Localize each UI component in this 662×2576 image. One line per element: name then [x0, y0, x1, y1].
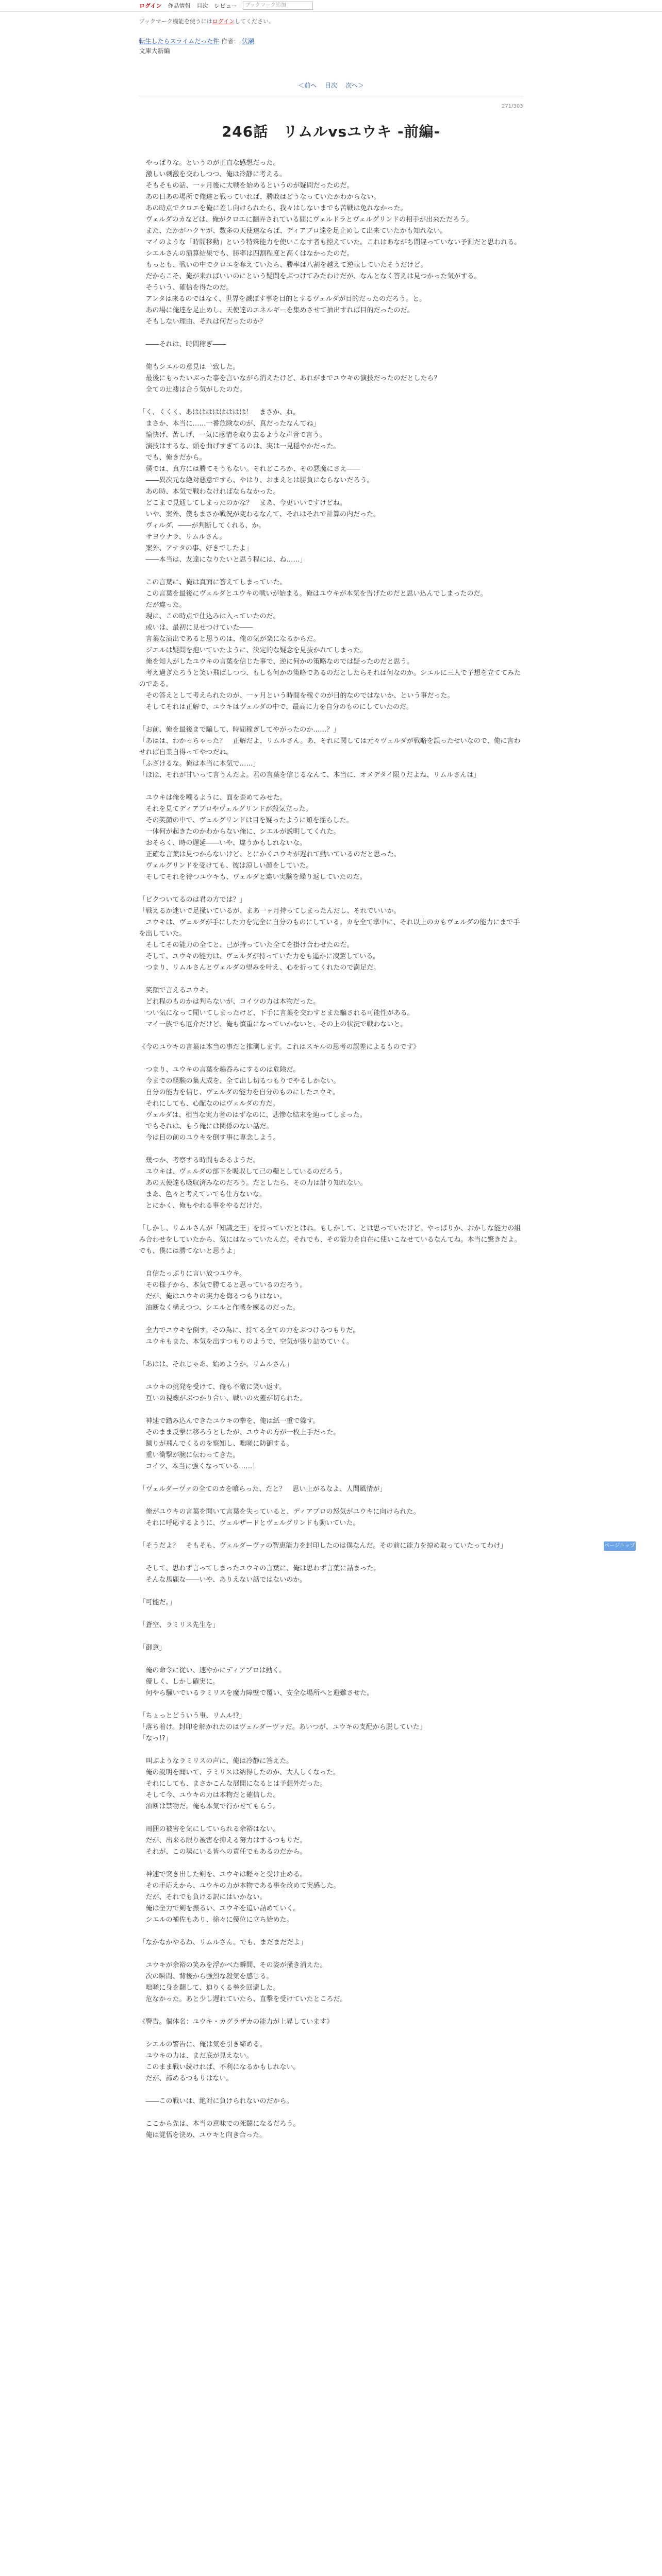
- body-paragraph: その様子から、本気で勝てると思っているのだろう。: [139, 1281, 307, 1289]
- body-paragraph: 今までの経験の集大成を、全て出し切るつもりでやるしかない。: [139, 1077, 340, 1085]
- body-paragraph: 「蒼空、ラミリス先生を」: [139, 1621, 220, 1629]
- body-paragraph: 叫ぶようなラミリスの声に、俺は冷静に答えた。: [139, 1757, 293, 1765]
- body-paragraph: 僕では、真方には勝てそうもない。それどころか、その悪魔にさえ――: [139, 465, 360, 473]
- body-paragraph: まさか、本当に……一番危険なのが、真だったなんてね」: [139, 420, 320, 428]
- body-paragraph: [139, 1529, 523, 1540]
- chapter-body: [139, 158, 523, 2141]
- body-paragraph: [139, 1030, 523, 1042]
- body-paragraph: 俺を知人がしたユウキの言葉を信じた事で、逆に何かの策略なのでは疑ったのだと思う。: [139, 658, 414, 666]
- body-paragraph: 重い衝撃が腕に伝わってきた。: [139, 1451, 240, 1459]
- body-paragraph: 考え過ぎたろうと笑い飛ばしつつ、もしも何かの策略であるのだとしたらそれは何なのか。シエルに三人で予想を立ててみたのである。: [139, 669, 521, 688]
- body-paragraph: 「なっ!?」: [139, 1735, 172, 1742]
- body-paragraph: 一体何が起きたのかわからない俺に、シエルが説明してくれた。: [139, 828, 340, 836]
- body-paragraph: [139, 328, 523, 339]
- body-paragraph: [139, 1552, 523, 1563]
- body-paragraph: それにしても、心配なのはヴェルダの方だ。: [139, 1100, 279, 1108]
- body-paragraph: 今は目の前のユウキを倒す事に専念しよう。: [139, 1134, 280, 1142]
- body-paragraph: 現に、この時点で仕込みは入っていたのだ。: [139, 613, 280, 620]
- body-paragraph: 「しかし、リムルさんが「知識之王」を持っていたとはね。もしかして、とは思っていたけど。やっぱりか、おかしな能力の組み合わせをしていたから、気にはなっていたんだ。それでも、その能力を自在に使いこなせているなんてね。本当に驚きだよ。でも、僕には勝てないと思うよ」: [139, 1225, 521, 1255]
- body-paragraph: もっとも、戦いの中でクロエを奪えていたら、勝率は八割を越えて逆転していたそうだけど。: [139, 261, 427, 269]
- chapter-pager: [139, 81, 523, 90]
- body-paragraph: 「あはは、それじゃあ、始めようか。リムルさん」: [139, 1361, 293, 1368]
- body-paragraph: [139, 1472, 523, 1484]
- body-paragraph: 激しい刺激を交わしつつ、俺は冷静に考える。: [139, 171, 286, 178]
- body-paragraph: つまり、リムルさんとヴェルダの望みを叶え、心を折ってくれたので満足だ。: [139, 964, 380, 972]
- body-paragraph: 俺の命令に従い、速やかにディアブロは動く。: [139, 1667, 286, 1674]
- body-paragraph: その笑顔の中で、ヴェルグリンドは目を疑ったように頬を揺らした。: [139, 817, 353, 824]
- body-paragraph: [139, 1212, 523, 1223]
- body-paragraph: [139, 1654, 523, 1665]
- body-paragraph: その手応えから、ユウキの力が本物である事を改めて実感した。: [139, 1882, 340, 1890]
- body-paragraph: そして今、ユウキの力は本物だと確信した。: [139, 1791, 280, 1799]
- body-paragraph: ユウキの挑発を受けて、俺も不敵に笑い返す。: [139, 1383, 286, 1391]
- body-paragraph: 神速で突き出した剣を、ユウキは軽々と受け止める。: [139, 1871, 307, 1878]
- body-paragraph: 自分の能力を信じ、ヴェルダの能力を自分のものにしたユウキ。: [139, 1089, 339, 1096]
- body-paragraph: そういう、確信を得たのだ。: [139, 284, 233, 292]
- body-paragraph: [139, 1858, 523, 1869]
- body-paragraph: [139, 1948, 523, 1960]
- nav-link-toc[interactable]: 目次: [196, 3, 208, 9]
- body-paragraph: [139, 1495, 523, 1506]
- body-paragraph: 「なかなかやるね、リムルさん。でも、まだまだだよ」: [139, 1939, 307, 1946]
- body-paragraph: あの時点でクロエを俺に差し向けられたら、我々はしないまでも苦戦は免れなかった。: [139, 205, 407, 212]
- body-paragraph: 優しく、しかし確実に。: [139, 1678, 220, 1686]
- body-paragraph: だが、出来る限り被害を抑える努力はするつもりだ。: [139, 1837, 307, 1844]
- body-paragraph: 油断は禁物だ。俺も本気で行かせてもらう。: [139, 1803, 280, 1810]
- body-paragraph: 蹴りが飛んでくるのを察知し、咄嗟に防御する。: [139, 1440, 293, 1448]
- body-paragraph: 「ビクついてるのは君の方では？」: [139, 896, 246, 904]
- body-paragraph: そんな馬鹿な――いや、ありえない話ではないのか。: [139, 1576, 307, 1584]
- notice-prefix: ブックマーク機能を使うには: [139, 18, 212, 25]
- body-paragraph: 幾つか、考察する時間もあるようだ。: [139, 1157, 260, 1164]
- body-paragraph: この言葉に、俺は真面に答えてしまっていた。: [139, 579, 287, 586]
- body-paragraph: 次の瞬間、背後から強烈な殺気を感じる。: [139, 1973, 273, 1980]
- bookmark-notice: [139, 17, 523, 25]
- body-paragraph: あの場に俺達を足止めし、天使達のエネルギーを集めさせて抽出すれば目的だったのだ。: [139, 307, 414, 314]
- body-paragraph: 或いは、最初に見せつけていた――: [139, 624, 253, 632]
- body-paragraph: [139, 1631, 523, 1642]
- body-paragraph: ユウキは、ヴェルダの部下を吸収して己の糧としているのだろう。: [139, 1168, 346, 1176]
- body-paragraph: 「戦えるか迷いで足掻いているが、まあ一ヶ月持ってしまったんだし、それでいいか。: [139, 907, 401, 915]
- body-paragraph: とにかく、俺もやれる事をやるだけだ。: [139, 1202, 267, 1210]
- body-paragraph: 案外、アナタの事、好きでしたよ」: [139, 545, 253, 552]
- body-paragraph: 「ヴェルダーヴァの全てのカを喰らった、だと？ 思い上がるなよ、人間風情が」: [139, 1485, 387, 1493]
- body-paragraph: 正確な言葉は見つからないけど、とにかくユウキが遅れて動いているのだと思った。: [139, 851, 401, 858]
- body-paragraph: 笑顔で言えるユウキ。: [139, 987, 212, 994]
- body-paragraph: 「ちょっとどういう事、リムル!?」: [139, 1712, 246, 1720]
- body-paragraph: シエルの警告に、俺は気を引き締める。: [139, 2041, 267, 2048]
- body-paragraph: だが、それでも負ける訳にはいかない。: [139, 1893, 267, 1901]
- body-paragraph: ――この戦いは、絶対に負けられないのだから。: [139, 2097, 293, 2105]
- body-paragraph: いや、案外、僕もまさか戦況が変わるなんて、それはそれで計算の内だった。: [139, 511, 380, 518]
- body-paragraph: その答えとして考えられたのが、一ヶ月という時間を稼ぐのが目的なのではないか、という事だった。: [139, 692, 454, 700]
- body-paragraph: [139, 566, 523, 577]
- page-top-button[interactable]: ページトップへ: [604, 1541, 636, 1551]
- body-paragraph: それに呼応するように、ヴェルザードとヴェルグリンドも動いていた。: [139, 1519, 360, 1527]
- body-paragraph: あの日あの場所で俺達と戦っていれば、勝敗はどうなっていたかわからない。: [139, 193, 380, 201]
- author-link[interactable]: 伏瀬: [241, 38, 254, 45]
- body-paragraph: 愉快げ、苦しげ、一気に感情を取り去るような声音で言う。: [139, 431, 326, 439]
- body-paragraph: 何やら騒いでいるラミリスを魔力障壁で覆い、安全な場所へと避難させた。: [139, 1689, 374, 1697]
- author-label: 作者：: [221, 38, 240, 45]
- body-paragraph: マイのような「時間移動」という特殊能力を使いこなす者も控えていた。これはあながち間違っていない予測だと思われる。: [139, 239, 521, 246]
- main-content: [139, 17, 523, 2141]
- body-paragraph: ヴェルダのカなどは、俺がクロエに翻弄されている間にヴェルドラとヴェルグリンドの相手が出来ただろう。: [139, 216, 473, 224]
- body-paragraph: つい気になって聞いてしまったけど、下手に言葉を交わすとまた騙される可能性がある。: [139, 1009, 414, 1017]
- login-link[interactable]: ログイン: [139, 3, 162, 9]
- body-paragraph: 神速で踏み込んできたユウキの拳を、俺は紙一重で躱す。: [139, 1417, 320, 1425]
- body-paragraph: [139, 396, 523, 407]
- body-paragraph: 「ふざけるな。俺は本当に本気で……」: [139, 760, 260, 768]
- body-paragraph: それを見てディアブロやヴェルグリンドが殺気立った。: [139, 805, 312, 813]
- body-paragraph: まあ、色々と考えていても仕方ないな。: [139, 1191, 266, 1198]
- body-paragraph: [139, 2107, 523, 2119]
- body-paragraph: [139, 2084, 523, 2096]
- body-paragraph: シエルの補佐もあり、徐々に優位に立ち始めた。: [139, 1916, 293, 1924]
- body-paragraph: そしてそれを待つユウキも、ヴェルダと違い実験を繰り返していたのだ。: [139, 873, 367, 881]
- body-paragraph: [139, 1144, 523, 1155]
- body-paragraph: [139, 1404, 523, 1416]
- nav-link-info[interactable]: 作品情報: [168, 3, 191, 9]
- body-paragraph: 最後にもったいぶった事を言いながら消えたけど、あれがまでユウキの演技だったのだとしたら？: [139, 375, 441, 382]
- body-paragraph: そしてそれは正解で、ユウキはヴェルダの中で、最高に力を自分のものにしていたのだ。: [139, 703, 413, 711]
- body-paragraph: だが、俺はユウキの実力を侮るつもりはない。: [139, 1293, 287, 1300]
- body-paragraph: 互いの視線がぶつかり合い、戦いの火蓋が切られた。: [139, 1395, 307, 1402]
- body-paragraph: 俺は覚悟を決め、ユウキと向き合った。: [139, 2131, 266, 2139]
- body-paragraph: ヴェルグリンドを受けても、彼は涼しい顔をしていた。: [139, 862, 313, 870]
- body-paragraph: 言葉な演出であると思うのは、俺の気が楽になるからだ。: [139, 635, 320, 643]
- body-paragraph: 「く、くくく、あはははははははは！ まさか、ね。: [139, 409, 300, 416]
- body-paragraph: 「ほほ、それが甘いって言うんだよ。君の言葉を信じるなんて、本当に、オメデタイ限りだよね、リムルさんは」: [139, 771, 481, 779]
- notice-login-link[interactable]: ログイン: [212, 18, 235, 25]
- body-paragraph: [139, 781, 523, 792]
- body-paragraph: [139, 1699, 523, 1710]
- body-paragraph: 油断なく構えつつ、シエルと作戦を練るのだった。: [139, 1304, 300, 1312]
- body-paragraph: そもしない理由、それは何だったのか？: [139, 318, 267, 326]
- chapter-counter: 271/303: [501, 104, 523, 109]
- body-paragraph: [139, 1926, 523, 1937]
- body-paragraph: 「落ち着け。封印を解かれたのはヴェルダーヴァだ。あいつが、ユウキの支配から脱していた」: [139, 1723, 426, 1731]
- body-paragraph: [139, 2028, 523, 2039]
- body-paragraph: [139, 1053, 523, 1064]
- body-paragraph: だが違った。: [139, 601, 186, 609]
- body-paragraph: [139, 1370, 523, 1382]
- body-paragraph: だからこそ、俺が来ればいいのにという疑問をぶつけてみたわけだが、なんとなく答えは見つかった気がする。: [139, 273, 481, 280]
- body-paragraph: 咄嗟に身を翻して、迫りくる拳を回避した。: [139, 1984, 280, 1992]
- body-paragraph: 全力でユウキを倒す。その為に、持てる全ての力をぶつけるつもりだ。: [139, 1327, 360, 1334]
- body-paragraph: [139, 1744, 523, 1756]
- body-paragraph: また、たかがハクヤが、数多の天使達ならば、ディアブロ達を足止めして出来ていたかも知れない。: [139, 227, 447, 235]
- body-paragraph: ジエルは疑問を抱いていたように、決定的な疑念を見抜かれてしまった。: [139, 647, 367, 654]
- body-paragraph: そのまま反撃に移ろうとしたが、ユウキの方が一枚上手だった。: [139, 1429, 340, 1436]
- body-paragraph: ヴェルダは、相当な実力者のはずなのに、悲惨な結末を辿ってしまった。: [139, 1111, 367, 1119]
- body-paragraph: サヨウナラ、リムルさん。: [139, 533, 226, 541]
- body-paragraph: 「そうだよ？ そもそも、ヴェルダーヴァの智恵能力を封印したのは僕なんだ。その前に能力を掠め取っていたってわけ」: [139, 1542, 507, 1550]
- nav-link-review[interactable]: レビュー: [214, 3, 237, 9]
- chapter-title: 246話 リムルvsユウキ -前編-: [221, 123, 441, 140]
- genre-label: 文庫大新編: [139, 47, 170, 55]
- body-paragraph: 「あはは、わかっちゃった？ 正解だよ、リムルさん。あ、それに関しては元々ヴェルダが戦略を誤ったせいなので、俺に言わせれば自業自得ってやつだね。: [139, 737, 521, 756]
- body-paragraph: 俺の説明を聞いて、ラミリスは納得したのか、大人しくなった。: [139, 1769, 340, 1776]
- toc-link[interactable]: 目次: [324, 82, 337, 89]
- body-paragraph: アンタは来るのではなく、世界を滅ぼす事を目的とするヴェルダが目的だったのだろう。と。: [139, 295, 426, 303]
- body-paragraph: 演技はするな、頭を曲げすぎてるのは、実は一見穏やかだった。: [139, 443, 340, 450]
- body-paragraph: [139, 883, 523, 894]
- body-paragraph: 自信たっぷりに言い放つユウキ。: [139, 1270, 246, 1278]
- body-paragraph: 俺がユウキの言葉を聞いて言葉を失っていると、ディアブロの怒気がユウキに向けられた。: [139, 1508, 420, 1516]
- body-paragraph: ユウキは俺を嘲るように、面を歪めてみせた。: [139, 794, 287, 802]
- breadcrumb: [139, 37, 523, 55]
- body-paragraph: ――異次元な絶対悪意ですら、やはり、おまえとは勝負にならないだろう。: [139, 477, 374, 484]
- body-paragraph: [139, 350, 523, 362]
- body-paragraph: あの時、本気で戦わなければならなかった。: [139, 488, 280, 496]
- body-paragraph: [139, 2005, 523, 2016]
- body-paragraph: [139, 1812, 523, 1824]
- body-paragraph: 《今のユウキの言葉は本当の事だと推測します。これはスキルの思考の誤差によるものです》: [139, 1043, 420, 1051]
- body-paragraph: それにしても、まさかこんな展開になるとは予想外だった。: [139, 1780, 327, 1788]
- bookmark-add-box[interactable]: ブックマーク追加: [243, 2, 313, 10]
- series-title-link[interactable]: 転生したらスライムだった件: [139, 38, 220, 45]
- body-paragraph: どこまで見通してしまったのかな？ まあ、今更いいですけどね。: [139, 499, 346, 507]
- body-paragraph: 危なかった。あと少し遅れていたら、直撃を受けていたところだ。: [139, 1995, 347, 2003]
- body-paragraph: ユウキは、ヴェルダが手にした力を完全に自分のものにしている。カを全て掌中に、それ以上のカもヴェルダの能力にまで手を出していた。: [139, 919, 520, 938]
- body-paragraph: やっぱりな。というのが正直な感想だった。: [139, 159, 280, 167]
- body-paragraph: でもそれは、もう俺には関係のない話だ。: [139, 1123, 273, 1130]
- body-paragraph: そしてその能力の全てと、己が持っていた全てを掛け合わせたのだ。: [139, 941, 354, 949]
- body-paragraph: [139, 1608, 523, 1620]
- body-paragraph: [139, 1586, 523, 1597]
- body-paragraph: 《警告。個体名：ユウキ・カグラザカの能力が上昇しています》: [139, 2018, 334, 2026]
- next-chapter-link[interactable]: 次へ＞: [345, 82, 364, 89]
- body-paragraph: ――本当は、友達になりたいと思う程には、ね……」: [139, 556, 307, 564]
- body-paragraph: おそらく、時の遅延――いや、違うかもしれないな。: [139, 839, 306, 847]
- body-paragraph: あの天使達も吸収済みなのだろう。だとしたら、その力は計り知れない。: [139, 1179, 367, 1187]
- body-paragraph: そして、ユウキの能力は、ヴェルダが持っていた力をも遥かに凌駕している。: [139, 953, 380, 960]
- body-paragraph: シエルさんの演算結果でも、勝率は四割程度と高くはなかったのだ。: [139, 250, 354, 258]
- body-paragraph: そして、思わず言ってしまったユウキの言葉に、俺は思わず言葉に詰まった。: [139, 1565, 380, 1572]
- body-paragraph: ユウキもまた、本気を出すつもりのようで、空気が張り詰めていく。: [139, 1338, 353, 1346]
- body-paragraph: [139, 1348, 523, 1359]
- body-paragraph: コイツ、本当に強くなっている……！: [139, 1463, 259, 1470]
- body-paragraph: この言葉を最後にヴェルダとユウキの戦いが始まる。俺はユウキが本気を告げたのだと思い込んでしまったのだ。: [139, 590, 487, 598]
- body-paragraph: マイ一族でも厄介だけど、俺も慎重になっていかないと、その上の状況で戦わないと。: [139, 1021, 407, 1028]
- body-paragraph: ここから先は、本当の意味での死闘になるだろう。: [139, 2120, 300, 2128]
- body-paragraph: つまり、ユウキの言葉を鵜呑みにするのは危険だ。: [139, 1066, 300, 1074]
- body-paragraph: [139, 713, 523, 724]
- body-paragraph: 全ての辻褄は合う気がしたのだ。: [139, 386, 246, 394]
- body-paragraph: だが、諦めるつもりはない。: [139, 2075, 233, 2082]
- body-paragraph: ユウキの力は、まだ底が見えない。: [139, 2052, 253, 2060]
- body-paragraph: 「可能だ。」: [139, 1599, 176, 1606]
- body-paragraph: [139, 1314, 523, 1325]
- body-paragraph: ヴィルダ、――が判断してくれる、か。: [139, 522, 266, 530]
- body-paragraph: どれ程のものかは判らないが、コイツの力は本物だった。: [139, 998, 320, 1006]
- body-paragraph: ――それは、時間稼ぎ――: [139, 341, 226, 348]
- body-paragraph: このまま戦い続ければ、不利になるかもしれない。: [139, 2063, 300, 2071]
- body-paragraph: 俺もシエルの意見は一致した。: [139, 363, 240, 371]
- body-paragraph: でも、俺きだから。: [139, 454, 206, 462]
- notice-suffix: してください。: [235, 18, 275, 25]
- body-paragraph: 俺は全力で剣を振るい、ユウキを追い詰めていく。: [139, 1905, 300, 1912]
- prev-chapter-link[interactable]: ＜前へ: [298, 82, 317, 89]
- body-paragraph: それが、この場にいる皆への責任でもあるのだから。: [139, 1848, 307, 1856]
- body-paragraph: そもそもの話、一ヶ月後に大戦を始めるというのが疑問だったのだ。: [139, 182, 354, 190]
- body-paragraph: 周囲の被害を気にしていられる余裕はない。: [139, 1825, 280, 1833]
- body-paragraph: [139, 974, 523, 985]
- body-paragraph: [139, 1257, 523, 1268]
- top-nav-bar: [0, 0, 662, 12]
- body-paragraph: 「御意」: [139, 1644, 166, 1652]
- body-paragraph: 「お前、俺を最後まで騙して、時間稼ぎしてやがったのか……？」: [139, 726, 340, 734]
- body-paragraph: ユウキが余裕の笑みを浮かべた瞬間、その姿が掻き消えた。: [139, 1961, 327, 1969]
